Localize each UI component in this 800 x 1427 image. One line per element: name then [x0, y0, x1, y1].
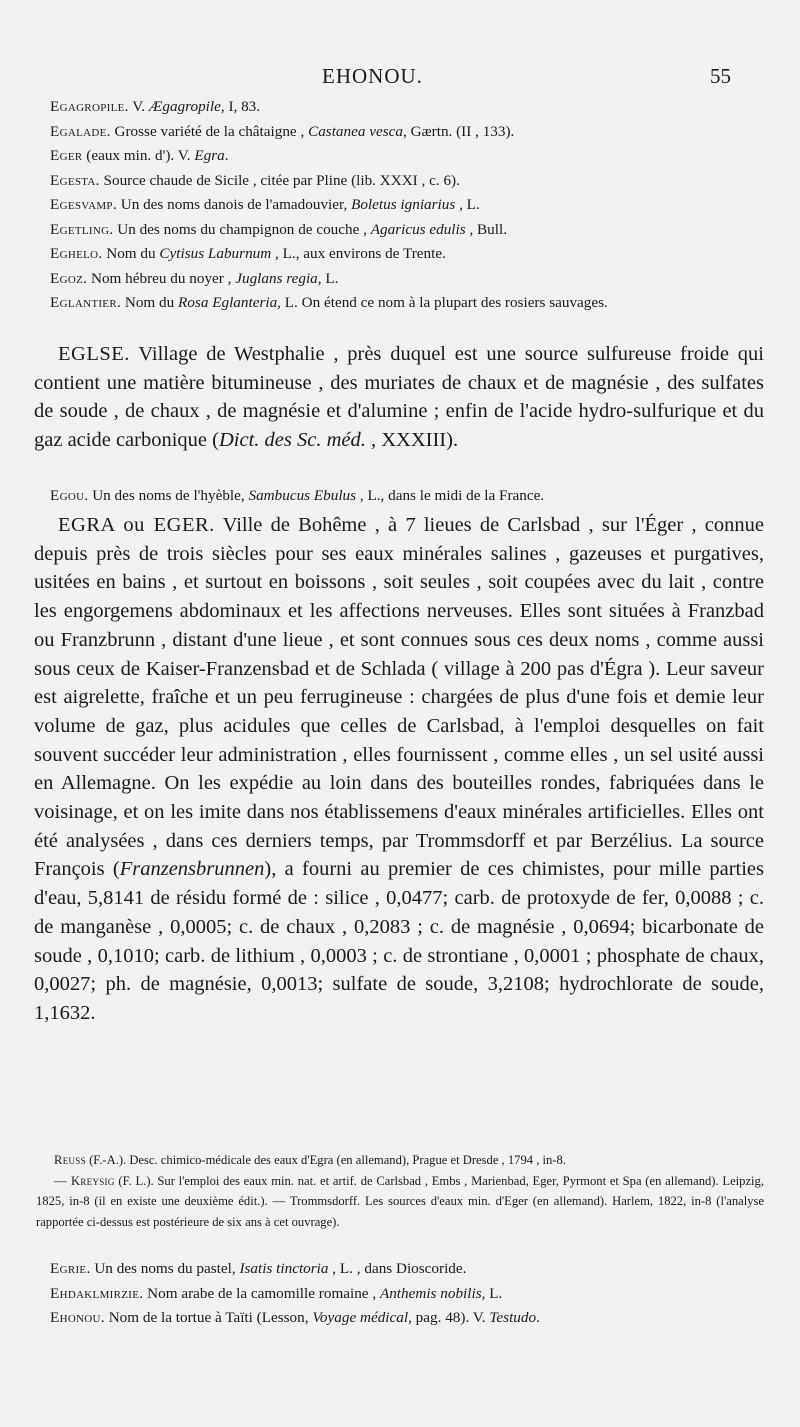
reference: Reuss (F.-A.). Desc. chimico-médicale des eaux d'Egra (en allemand), Prague et Dresde , 1794 , in-8. [54, 1153, 566, 1167]
entry-egou [36, 484, 760, 509]
entry: Egesvamp. Un des noms danois de l'amadouvier, Boletus igniarius , L. [50, 196, 480, 213]
entries-bottom [36, 1257, 760, 1331]
entry: Ehdaklmirzie. Nom arabe de la camomille romaine , Anthemis nobilis, L. [50, 1284, 503, 1302]
entry: Egou. Un des noms de l'hyèble, Sambucus Ebulus , L., dans le midi de la France. [50, 487, 545, 504]
entry: Egoz. Nom hébreu du noyer , Juglans regia, L. [50, 269, 339, 287]
entry: Egesta. Source chaude de Sicile , citée par Pline (lib. XXXI , c. 6). [50, 171, 460, 189]
entry: Eger (eaux min. d'). V. Egra. [50, 147, 229, 164]
page-number: 55 [710, 64, 731, 88]
entry: Eghelo. Nom du Cytisus Laburnum , L., aux environs de Trente. [50, 245, 446, 262]
reference: — Kreysig (F. L.). Sur l'emploi des eaux min. nat. et artif. de Carlsbad , Embs , Marienbad, Eger, Pyrmont et Spa (en allemand). Leipzig, 1825, in-8 (il en existe une deuxième édit.). — Trommsdorff. Les sources d'eaux min. d'Eger (en allemand). Harlem, 1822, in-8 (l'analyse rapportée ci-dessus est postérieure de six ans à cet ouvrage). [36, 1173, 764, 1229]
egra-paragraph: EGRA ou EGER. Ville de Bohême , à 7 lieues de Carlsbad , sur l'Éger , connue depuis près de trois siècles pour ses eaux minérales salines , gazeuses et purgatives, usitées en bains , et surtout en boissons , soit seules , soit coupées avec du lait , contre les engorgemens abdominaux et les affections nerveuses. Elles sont situées à Franzbad ou Franzbrunn , distant d'une lieue , et sont connues sous ces deux noms , comme aussi sous ceux de Kaiser-Franzensbad et de Schlada ( village à 200 pas d'Égra ). Leur saveur est aigrelette, fraîche et un peu ferrugineuse : chargées de plus d'une fois et demie leur volume de gaz, plus acidules que celles de Carlsbad, à l'emploi desquelles on fait souvent succéder leur administration , elles fournissent , comme elles , un sel usité aussi en Allemagne. On les expédie au loin dans des bouteilles rondes, fabriquées dans le voisinage, et on les imite dans nos établissemens d'eaux minérales artificielles. Elles ont été analysées , dans ces derniers temps, par Trommsdorff et par Berzélius. La source François (Franzensbrunnen), a fourni au premier de ces chimistes, pour mille parties d'eau, 5,8141 de résidu formé de : silice , 0,0477; carb. de protoxyde de fer, 0,0088 ; c. de manganèse , 0,0005; c. de chaux , 0,2083 ; c. de magnésie , 0,0694; bicarbonate de soude , 0,1010; carb. de lithium , 0,0003 ; c. de strontiane , 0,0001 ; phosphate de chaux, 0,0027; ph. de magnésie, 0,0013; sulfate de soude, 3,2108; hydrochlorate de soude, 1,1632. [34, 514, 764, 1024]
entry-eglse [34, 340, 764, 455]
eglse-paragraph: EGLSE. Village de Westphalie , près duquel est une source sulfureuse froide qui contient une matière bitumineuse , des muriates de chaux et de magnésie , des sulfates de soude , de chaux , de magnésie et d'alumine ; enfin de l'acide hydro-sulfurique et du gaz acide carbonique (Dict. des Sc. méd. , XXXIII). [34, 343, 764, 452]
entry: Egalade. Grosse variété de la châtaigne , Castanea vesca, Gærtn. (II , 133). [50, 122, 515, 140]
entry-egra [34, 511, 764, 1028]
running-head: EHONOU. [322, 64, 423, 88]
entries-top [36, 95, 760, 316]
entry: Egetling. Un des noms du champignon de couche , Agaricus edulis , Bull. [50, 220, 508, 238]
entry: Ehonou. Nom de la tortue à Taïti (Lesson, Voyage médical, pag. 48). V. Testudo. [50, 1309, 540, 1326]
entry: Eglantier. Nom du Rosa Eglanteria, L. On étend ce nom à la plupart des rosiers sauvages. [50, 294, 608, 311]
entry: Egrie. Un des noms du pastel, Isatis tinctoria , L. , dans Dioscoride. [50, 1260, 467, 1277]
page-header [0, 64, 800, 94]
bibliography [36, 1150, 764, 1232]
entry: Egagropile. V. Ægagropile, I, 83. [50, 98, 261, 115]
